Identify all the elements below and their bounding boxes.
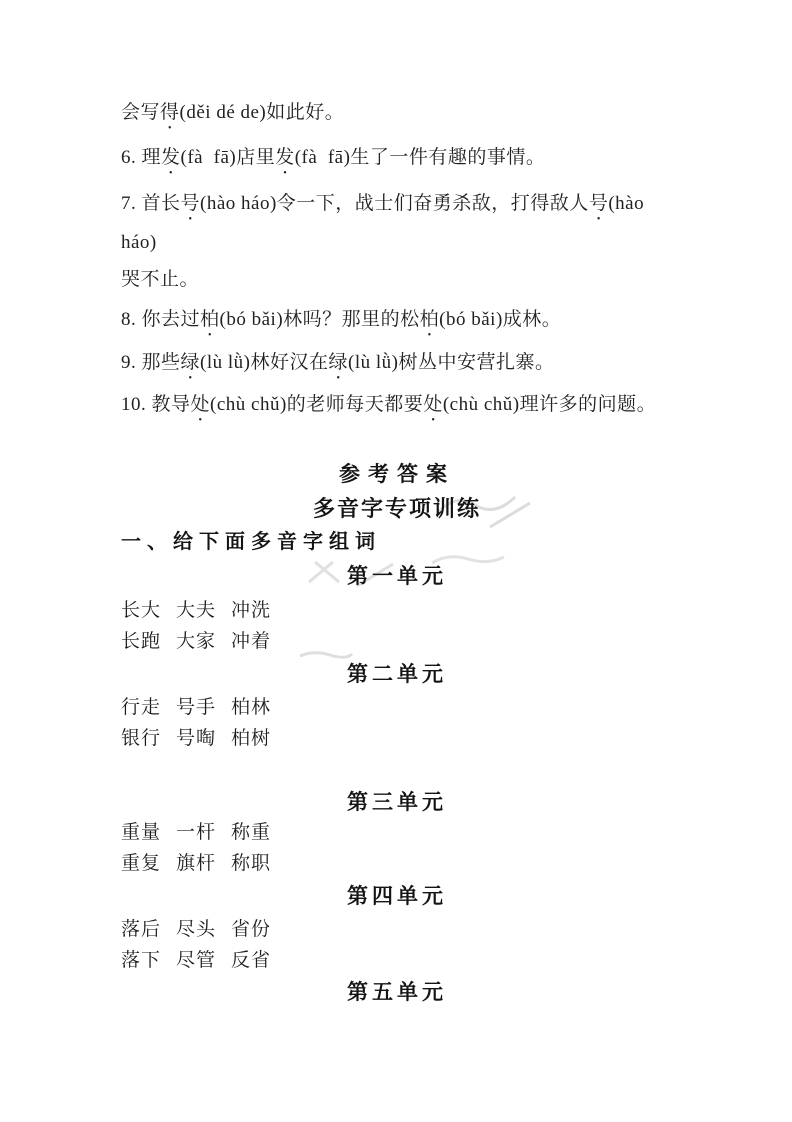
answer-key-subtitle: 多音字专项训练 xyxy=(312,496,481,521)
answer-word: 落后 xyxy=(121,919,162,940)
text-segment: háo) xyxy=(121,232,157,253)
answer-word: 冲着 xyxy=(231,631,272,652)
emphasized-char: 发 xyxy=(161,147,181,168)
answer-word: 尽管 xyxy=(176,950,217,971)
text-segment: (fà fā)生了一件有趣的事情。 xyxy=(294,147,546,168)
text-segment: (bó bǎi)林吗？那里的松 xyxy=(219,309,420,330)
text-segment: (fà fā)店里 xyxy=(180,147,276,168)
emphasized-char: 柏 xyxy=(419,309,440,330)
unit-5-heading: 第五单元 xyxy=(347,980,447,1004)
emphasized-char: 处 xyxy=(423,394,443,415)
answer-word: 柏林 xyxy=(231,697,272,718)
answer-key-title: 参考答案 xyxy=(339,462,455,486)
answer-word: 重复 xyxy=(121,853,162,874)
document-body xyxy=(121,0,673,1122)
exercise-line-7-wrap xyxy=(121,231,157,255)
emphasized-char: 发 xyxy=(275,147,295,168)
text-segment: 会写 xyxy=(121,102,161,123)
answer-word-row xyxy=(121,918,271,942)
answer-word: 省份 xyxy=(231,919,272,940)
answer-word-row xyxy=(121,852,271,876)
emphasized-char: 号 xyxy=(588,193,609,214)
answer-word: 大夫 xyxy=(176,600,217,621)
emphasized-char: 绿 xyxy=(328,352,349,373)
text-segment: (chù chǔ)理许多的问题。 xyxy=(442,394,657,415)
text-segment: 7. 首长 xyxy=(121,193,181,214)
unit-2-heading: 第二单元 xyxy=(347,662,447,686)
exercise-line-7 xyxy=(121,192,644,225)
text-segment: (lù lǜ)林好汉在 xyxy=(200,352,329,373)
emphasized-char: 号 xyxy=(180,193,201,214)
exercise-line-10 xyxy=(121,393,656,426)
answer-word: 银行 xyxy=(121,728,162,749)
answer-word: 称职 xyxy=(231,853,272,874)
answer-word: 长大 xyxy=(121,600,162,621)
answer-word-row xyxy=(121,727,271,751)
text-segment: 10. 教导 xyxy=(121,394,191,415)
answer-word: 号啕 xyxy=(176,728,217,749)
emphasized-char: 得 xyxy=(160,102,180,123)
text-segment: 9. 那些 xyxy=(121,352,181,373)
emphasized-char: 柏 xyxy=(200,309,220,330)
answer-word-row xyxy=(121,696,271,720)
answer-word: 一杆 xyxy=(176,822,217,843)
answer-word: 落下 xyxy=(121,950,162,971)
answer-word: 冲洗 xyxy=(231,600,272,621)
exercise-line-6 xyxy=(121,146,545,179)
text-segment: (hào háo)令一下，战士们奋勇杀敌，打得敌人 xyxy=(200,193,589,214)
text-segment: (hào xyxy=(608,193,645,214)
exercise-line-5-continuation xyxy=(121,101,344,134)
exercise-line-9 xyxy=(121,351,554,384)
answer-word: 称重 xyxy=(231,822,272,843)
text-segment: (bó bǎi)成林。 xyxy=(439,309,562,330)
text-segment: (děi dé de)如此好。 xyxy=(179,102,345,123)
unit-4-heading: 第四单元 xyxy=(347,884,447,908)
answer-word-row xyxy=(121,630,271,654)
text-segment: (lù lǜ)树丛中安营扎寨。 xyxy=(348,352,555,373)
unit-3-heading: 第三单元 xyxy=(347,790,447,814)
text-segment: 8. 你去过 xyxy=(121,309,201,330)
text-segment: 6. 理 xyxy=(121,147,162,168)
emphasized-char: 绿 xyxy=(180,352,201,373)
text-segment: (chù chǔ)的老师每天都要 xyxy=(210,394,424,415)
answer-word: 尽头 xyxy=(176,919,217,940)
answer-word-row xyxy=(121,821,271,845)
answer-word: 长跑 xyxy=(121,631,162,652)
answer-word: 反省 xyxy=(231,950,272,971)
answer-word: 旗杆 xyxy=(176,853,217,874)
answer-word: 行走 xyxy=(121,697,162,718)
unit-1-heading: 第一单元 xyxy=(347,564,447,588)
answer-word-row xyxy=(121,949,271,973)
answer-word: 号手 xyxy=(176,697,217,718)
answer-word: 柏树 xyxy=(231,728,272,749)
text-segment: 哭不止。 xyxy=(121,269,200,290)
answer-word: 大家 xyxy=(176,631,217,652)
answer-word: 重量 xyxy=(121,822,162,843)
answer-word-row xyxy=(121,599,271,623)
emphasized-char: 处 xyxy=(190,394,211,415)
exercise-line-7-wrap2 xyxy=(121,268,199,292)
answer-section-heading: 一、给下面多音字组词 xyxy=(121,531,381,553)
exercise-line-8 xyxy=(121,308,561,341)
